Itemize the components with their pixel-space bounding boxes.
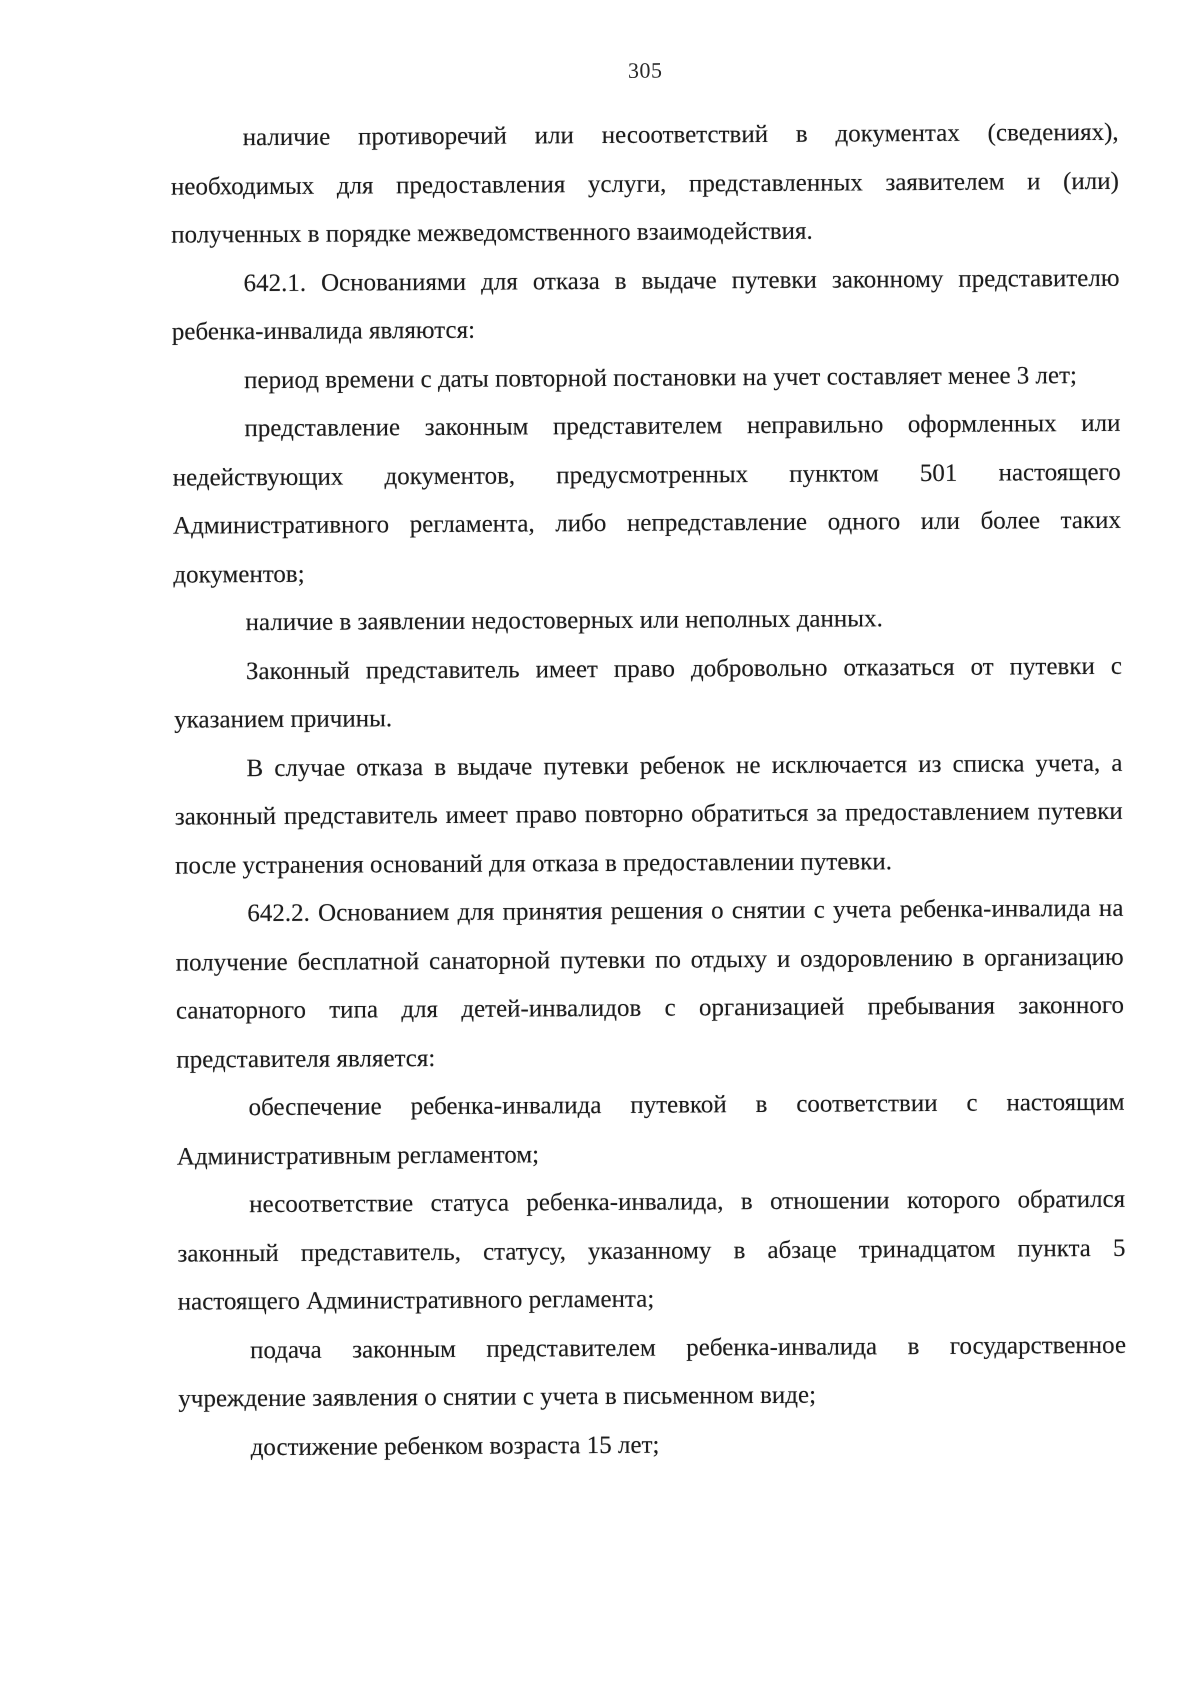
paragraph-voluntary-refusal: Законный представитель имеет право добровольно отказаться от путевки с указанием причины. [174,652,1122,734]
paragraph-age-limit: достижение ребенком возраста 15 лет; [250,1431,660,1461]
paragraph-time-period: период времени с даты повторной постановки на учет составляет менее 3 лет; [244,361,1078,394]
paragraph-contradictions: наличие противоречий или несоответствий в документах (сведениях), необходимых для предоставления услуги, представленных заявителем и (или) полученных в порядке межведомственного взаимодействия. [170,118,1120,249]
paragraph-provided-voucher: обеспечение ребенка-инвалида путевкой в соответствии с настоящим Административным регламентом; [176,1088,1125,1171]
document-body [170,109,1126,1473]
paragraph-unreliable-data: наличие в заявлении недостоверных или неполных данных. [245,605,883,637]
paragraph-642-2-heading: 642.2. Основанием для принятия решения о снятии с учета ребенка-инвалида на получение бесплатной санаторной путевки по отдыху и оздоровлению в организацию санаторного типа для детей-инвалидов с организацией пребывания законного представителя является: [175,894,1125,1074]
paragraph-refusal-consequence: В случае отказа в выдаче путевки ребенок не исключается из списка учета, а законный представитель имеет право повторно обратиться за предоставлением путевки после устранения оснований для отказа в предоставлении путевки. [174,749,1123,880]
paragraph-written-application: подача законным представителем ребенка-инвалида в государственное учреждение заявления о снятии с учета в письменном виде; [178,1331,1127,1413]
paragraph-invalid-documents: представление законным представителем неправильно оформленных или недействующих документов, предусмотренных пунктом 501 настоящего Административного регламента, либо непредставление одного или более таких документов; [172,409,1122,589]
page-number: 305 [627,57,663,83]
paragraph-status-mismatch: несоответствие статуса ребенка-инвалида, в отношении которого обратился законный представитель, статусу, указанному в абзаце тринадцатом пункта 5 настоящего Административного регламента; [177,1185,1126,1316]
paragraph-642-1-heading: 642.1. Основаниями для отказа в выдаче путевки законному представителю ребенка-инвалида являются: [171,264,1120,346]
